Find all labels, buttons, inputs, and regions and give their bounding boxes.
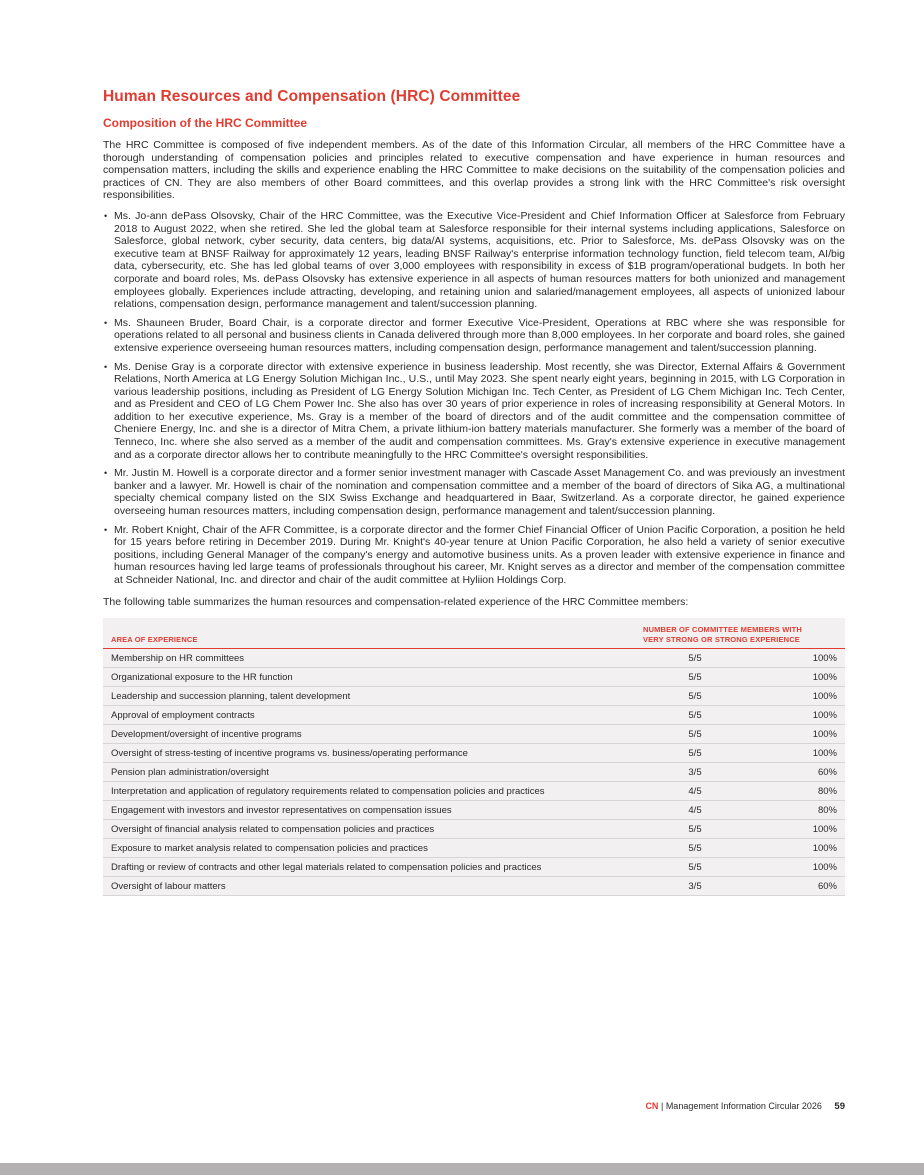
- cell-percent: 60%: [755, 877, 845, 896]
- table-row: [103, 744, 845, 763]
- cell-ratio: 5/5: [635, 649, 755, 668]
- intro-paragraph: The HRC Committee is composed of five independent members. As of the date of this Information Circular, all members of the HRC Committee have a thorough understanding of compensation policies and principles related to executive compensation and have experience in human resources and compensation matters, including the skills and experience enabling the HRC Committee to make decisions on the suitability of the compensation policies and practices of CN. They are also members of other Board committees, and this overlap provides a strong link with the HRC Committee's risk oversight responsibilities.: [103, 139, 845, 202]
- bullet-item-gray: [103, 361, 845, 462]
- table-body: [103, 649, 845, 896]
- cell-area: Organizational exposure to the HR function: [103, 668, 635, 687]
- table-row: [103, 782, 845, 801]
- cell-ratio: 3/5: [635, 877, 755, 896]
- bullet-item-howell: [103, 467, 845, 517]
- bullet-icon: •: [104, 361, 108, 372]
- committee-member-list: [103, 210, 845, 587]
- cell-ratio: 4/5: [635, 782, 755, 801]
- page-content: [103, 88, 845, 896]
- cell-percent: 100%: [755, 725, 845, 744]
- cell-ratio: 5/5: [635, 744, 755, 763]
- bullet-text: Ms. Jo-ann dePass Olsovsky, Chair of the HRC Committee, was the Executive Vice-President and Chief Information Officer at Salesforce from February 2018 to August 2022, when she retired. She led the global team at Salesforce responsible for their internal systems including applications, Salesforce on Salesforce, global network, cyber security, data centers, big data/AI systems, acquisitions, etc. Prior to Salesforce, Ms. dePass Olsovsky was on the executive team at BNSF Railway for approximately 12 years, leading BNSF Railway's enterprise information technology function, field telecom team, AI/big data, cybersecurity, etc. She has led global teams of over 3,000 employees with responsibility in excess of $1B program/operational budgets. In both her corporate and board roles, Ms. dePass Olsovsky has extensive experience in all aspects of human resources matters for both unionized and management employees globally. Experiences include attracting, developing, and retaining union and salaried/management employees, all aspects of unionized labour relations, compensation design, performance management and talent/succession planning.: [114, 209, 845, 311]
- cell-percent: 80%: [755, 801, 845, 820]
- bullet-icon: •: [104, 524, 108, 535]
- bullet-item-olsovsky: [103, 210, 845, 311]
- cell-percent: 100%: [755, 744, 845, 763]
- table-header-members: [635, 618, 845, 649]
- cell-area: Drafting or review of contracts and other legal materials related to compensation policies and practices: [103, 858, 635, 877]
- cell-percent: 100%: [755, 649, 845, 668]
- bullet-icon: •: [104, 468, 108, 479]
- footer-separator: |: [660, 1101, 664, 1111]
- bullet-text: Ms. Shauneen Bruder, Board Chair, is a corporate director and former Executive Vice-President, Operations at RBC where she was responsible for operations related to all personal and business clients in Canada delivered through more than 8,000 employees. In her corporate and board roles, she gained extensive experience overseeing human resources matters, including compensation design, performance management and talent/succession planning.: [114, 316, 845, 354]
- table-row: [103, 687, 845, 706]
- table-header: [103, 618, 845, 649]
- cell-ratio: 4/5: [635, 801, 755, 820]
- table-intro: The following table summarizes the human resources and compensation-related experience of the HRC Committee members:: [103, 595, 689, 608]
- cell-percent: 100%: [755, 858, 845, 877]
- table-row: [103, 706, 845, 725]
- table-row: [103, 801, 845, 820]
- page-title: Human Resources and Compensation (HRC) Committee: [103, 88, 521, 105]
- cell-area: Leadership and succession planning, talent development: [103, 687, 635, 706]
- cell-area: Pension plan administration/oversight: [103, 763, 635, 782]
- bullet-item-knight: [103, 524, 845, 587]
- bullet-icon: •: [104, 317, 108, 328]
- cell-percent: 80%: [755, 782, 845, 801]
- cell-area: Membership on HR committees: [103, 649, 635, 668]
- cell-ratio: 5/5: [635, 706, 755, 725]
- page-number: 59: [834, 1101, 845, 1112]
- table-row: [103, 858, 845, 877]
- table-header-area: AREA OF EXPERIENCE: [103, 618, 635, 649]
- cell-area: Oversight of financial analysis related to compensation policies and practices: [103, 820, 635, 839]
- cell-ratio: 3/5: [635, 763, 755, 782]
- bullet-text: Ms. Denise Gray is a corporate director with extensive experience in business leadership. Most recently, she was Director, External Affairs & Government Relations, North America at LG Energy Solution Michigan Inc., U.S., until May 2023. She spent nearly eight years, beginning in 2015, with LG Corporation in various leadership positions, including as President of LG Energy Solution Michigan Inc. Tech Center, as President of LG Chem Michigan Inc. Tech Center, and as President and CEO of LG Chem Power Inc. She also has over 30 years of prior experience in roles of increasing responsibility at General Motors. In addition to her executive experience, Ms. Gray is a member of the board of directors and of the audit committee and the compensation committee of Cheniere Energy, Inc. and she is a director of Mitra Chem, a private lithium-ion battery materials manufacturer. She formerly was a member of the board of Tenneco, Inc. where she also served as a member of the audit and compensation committees. Ms. Gray's extensive experience in executive management and as a corporate director allows her to contribute meaningfully to the HRC Committee's oversight responsibilities.: [114, 360, 845, 461]
- cell-percent: 100%: [755, 668, 845, 687]
- bullet-icon: •: [104, 210, 108, 221]
- cell-ratio: 5/5: [635, 668, 755, 687]
- experience-summary-table: [103, 618, 845, 896]
- cell-area: Oversight of labour matters: [103, 877, 635, 896]
- cell-area: Engagement with investors and investor representatives on compensation issues: [103, 801, 635, 820]
- cell-percent: 100%: [755, 820, 845, 839]
- table-row: [103, 820, 845, 839]
- cell-ratio: 5/5: [635, 687, 755, 706]
- table-row: [103, 877, 845, 896]
- page-footer: [645, 1101, 845, 1112]
- bullet-text: Mr. Justin M. Howell is a corporate director and a former senior investment manager with Cascade Asset Management Co. and was previously an investment banker and a lawyer. Mr. Howell is chair of the nomination and compensation committee and a member of the board of directors of Sika AG, a multinational specialty chemical company listed on the SIX Swiss Exchange and headquartered in Baar, Switzerland. As a corporate director, he gained experience overseeing human resources matters, including compensation design, performance management and talent/succession planning.: [114, 467, 845, 518]
- table-row: [103, 839, 845, 858]
- cell-ratio: 5/5: [635, 820, 755, 839]
- cell-area: Approval of employment contracts: [103, 706, 635, 725]
- footer-brand: CN: [645, 1101, 659, 1111]
- bullet-text: Mr. Robert Knight, Chair of the AFR Committee, is a corporate director and the former Chief Financial Officer of Union Pacific Corporation, a position he held for 15 years before retiring in December 2019. During Mr. Knight's 40-year tenure at Union Pacific Corporation, he also held a variety of senior executive positions, including General Manager of the company's energy and automotive business units. As a proven leader with extensive experience in finance and human resources having led large teams of professionals throughout his career, Mr. Knight serves as a director and member of the compensation committee at Schneider National, Inc. and director and chair of the audit committee at Hyliion Holdings Corp.: [114, 523, 845, 586]
- cell-area: Exposure to market analysis related to compensation policies and practices: [103, 839, 635, 858]
- table-row: [103, 763, 845, 782]
- table-header-members-line2: VERY STRONG OR STRONG EXPERIENCE: [643, 634, 800, 644]
- table-row: [103, 668, 845, 687]
- cell-percent: 60%: [755, 763, 845, 782]
- cell-area: Development/oversight of incentive programs: [103, 725, 635, 744]
- cell-ratio: 5/5: [635, 858, 755, 877]
- cell-percent: 100%: [755, 706, 845, 725]
- cell-percent: 100%: [755, 839, 845, 858]
- cell-percent: 100%: [755, 687, 845, 706]
- table-row: [103, 649, 845, 668]
- bullet-item-bruder: [103, 317, 845, 355]
- table-row: [103, 725, 845, 744]
- footer-title: Management Information Circular 2026: [665, 1101, 822, 1111]
- cell-area: Oversight of stress-testing of incentive programs vs. business/operating performance: [103, 744, 635, 763]
- cell-ratio: 5/5: [635, 725, 755, 744]
- table-header-row: [103, 618, 845, 649]
- page-bottom-edge: [0, 1163, 924, 1175]
- cell-ratio: 5/5: [635, 839, 755, 858]
- section-subtitle: Composition of the HRC Committee: [103, 116, 307, 130]
- table-header-members-line1: NUMBER OF COMMITTEE MEMBERS WITH: [643, 625, 802, 635]
- cell-area: Interpretation and application of regulatory requirements related to compensation policies and practices: [103, 782, 635, 801]
